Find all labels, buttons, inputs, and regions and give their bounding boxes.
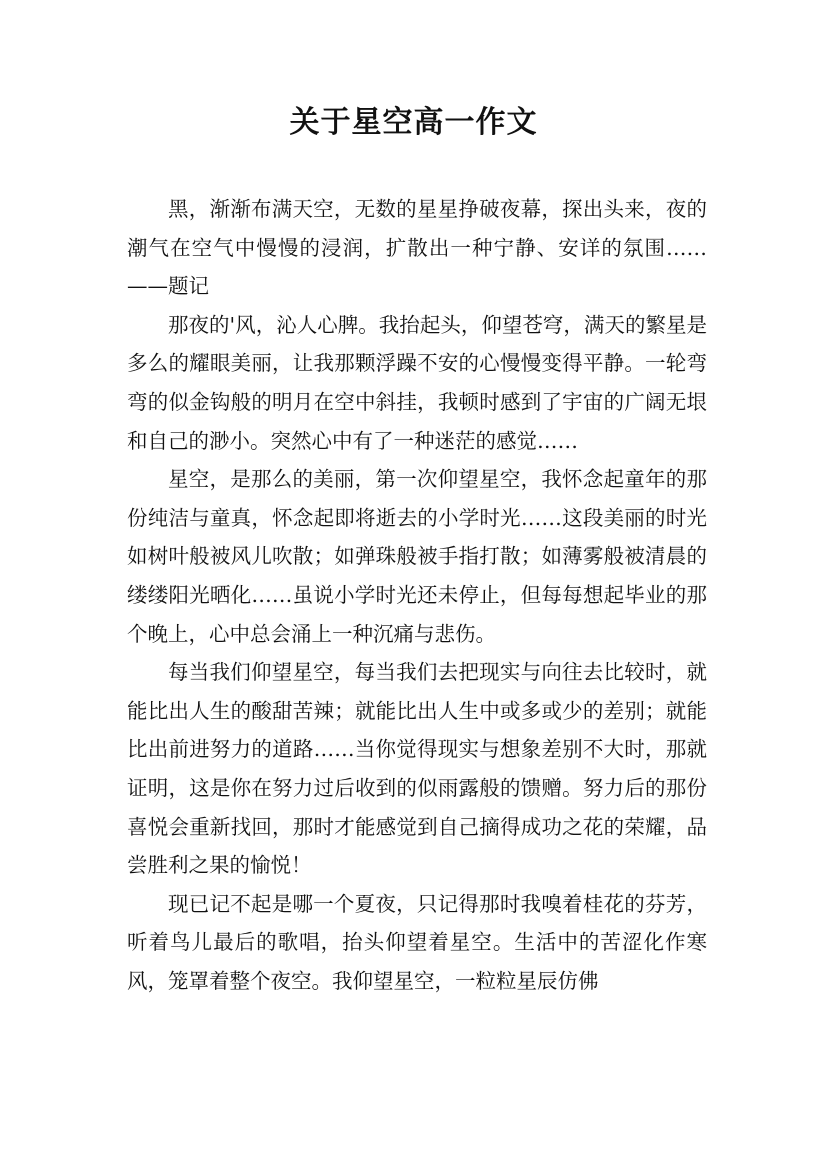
document-body	[127, 190, 707, 1000]
paragraph-2: 那夜的'风，沁人心脾。我抬起头，仰望苍穹，满天的繁星是多么的耀眼美丽，让我那颗浮躁不安的心慢慢变得平静。一轮弯弯的似金钩般的明月在空中斜挂，我顿时感到了宇宙的广阔无垠和自己的渺小。突然心中有了一种迷茫的感觉……	[127, 312, 707, 453]
paragraph-5: 现已记不起是哪一个夏夜，只记得那时我嗅着桂花的芬芳，听着鸟儿最后的歌唱，抬头仰望着星空。生活中的苦涩化作寒风，笼罩着整个夜空。我仰望星空，一粒粒星辰仿佛	[127, 891, 707, 993]
paragraph-4: 每当我们仰望星空，每当我们去把现实与向往去比较时，就能比出人生的酸甜苦辣；就能比出人生中或多或少的差别；就能比出前进努力的道路……当你觉得现实与想象差别不大时，那就证明，这是你在努力过后收到的似雨露般的馈赠。努力后的那份喜悦会重新找回，那时才能感觉到自己摘得成功之花的荣耀，品尝胜利之果的愉悦！	[127, 660, 707, 878]
paragraph-1: 黑，渐渐布满天空，无数的星星挣破夜幕，探出头来，夜的潮气在空气中慢慢的浸润，扩散出一种宁静、安详的氛围……——题记	[127, 197, 707, 299]
paragraph-3: 星空，是那么的美丽，第一次仰望星空，我怀念起童年的那份纯洁与童真，怀念起即将逝去的小学时光……这段美丽的时光如树叶般被风儿吹散；如弹珠般被手指打散；如薄雾般被清晨的缕缕阳光晒化……虽说小学时光还未停止，但每每想起毕业的那个晚上，心中总会涌上一种沉痛与悲伤。	[127, 467, 707, 646]
document-title: 关于星空高一作文	[289, 105, 538, 140]
